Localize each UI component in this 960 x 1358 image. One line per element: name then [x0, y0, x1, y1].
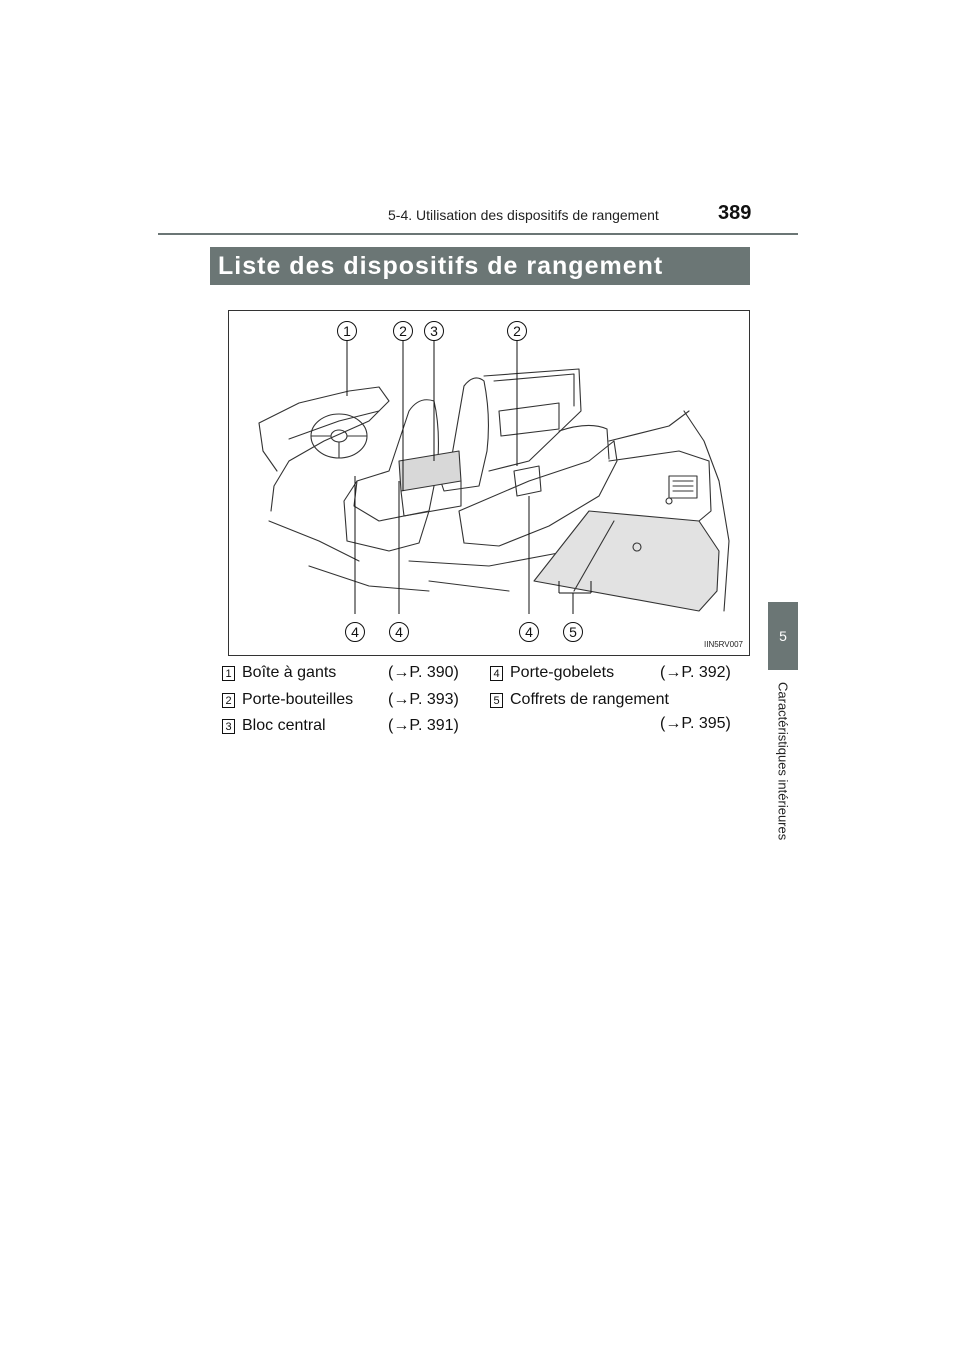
header-section-title: 5-4. Utilisation des dispositifs de rangement	[388, 207, 659, 223]
callout-cup-holder-2: 4	[389, 622, 409, 642]
legend-number: 1	[222, 666, 235, 681]
vehicle-interior-drawing	[229, 311, 750, 656]
chapter-label: Caractéristiques intérieures	[775, 682, 791, 841]
callout-cup-holder-3: 4	[519, 622, 539, 642]
legend-item-glove-box	[222, 664, 467, 686]
callout-glove-box: 1	[337, 321, 357, 341]
figure-code: IIN5RV007	[704, 640, 743, 649]
legend-label: Coffrets de rangement	[510, 691, 669, 708]
legend-page-ref: (→P. 395)	[660, 715, 731, 732]
header-divider	[158, 233, 798, 235]
legend-label: Bloc central	[242, 717, 326, 734]
page-title: Liste des dispositifs de rangement	[218, 251, 664, 280]
legend-label: Porte-gobelets	[510, 664, 615, 681]
legend-item-cup-holders	[490, 664, 740, 686]
callout-bottle-holder-front: 2	[393, 321, 413, 341]
callout-bottle-holder-rear: 2	[507, 321, 527, 341]
callout-console-box: 3	[424, 321, 444, 341]
legend-label: Boîte à gants	[242, 664, 337, 681]
legend-page-ref: (→P. 390)	[388, 664, 459, 681]
legend-label: Porte-bouteilles	[242, 691, 354, 708]
legend-page-ref: (→P. 393)	[388, 691, 459, 708]
legend-item-bottle-holders	[222, 691, 467, 713]
legend-page-ref: (→P. 391)	[388, 717, 459, 734]
callout-cup-holder-1: 4	[345, 622, 365, 642]
legend-item-console-box	[222, 717, 467, 739]
page-title-bar	[210, 247, 750, 285]
chapter-tab	[768, 602, 798, 670]
legend-page-ref: (→P. 392)	[660, 664, 731, 681]
legend-number: 5	[490, 693, 503, 708]
legend-item-storage-boxes	[490, 691, 740, 737]
page-number: 389	[718, 202, 752, 224]
legend-number: 2	[222, 693, 235, 708]
legend-number: 3	[222, 719, 235, 734]
chapter-number: 5	[779, 628, 787, 644]
legend-number: 4	[490, 666, 503, 681]
callout-storage-boxes: 5	[563, 622, 583, 642]
vehicle-interior-illustration	[228, 310, 750, 656]
